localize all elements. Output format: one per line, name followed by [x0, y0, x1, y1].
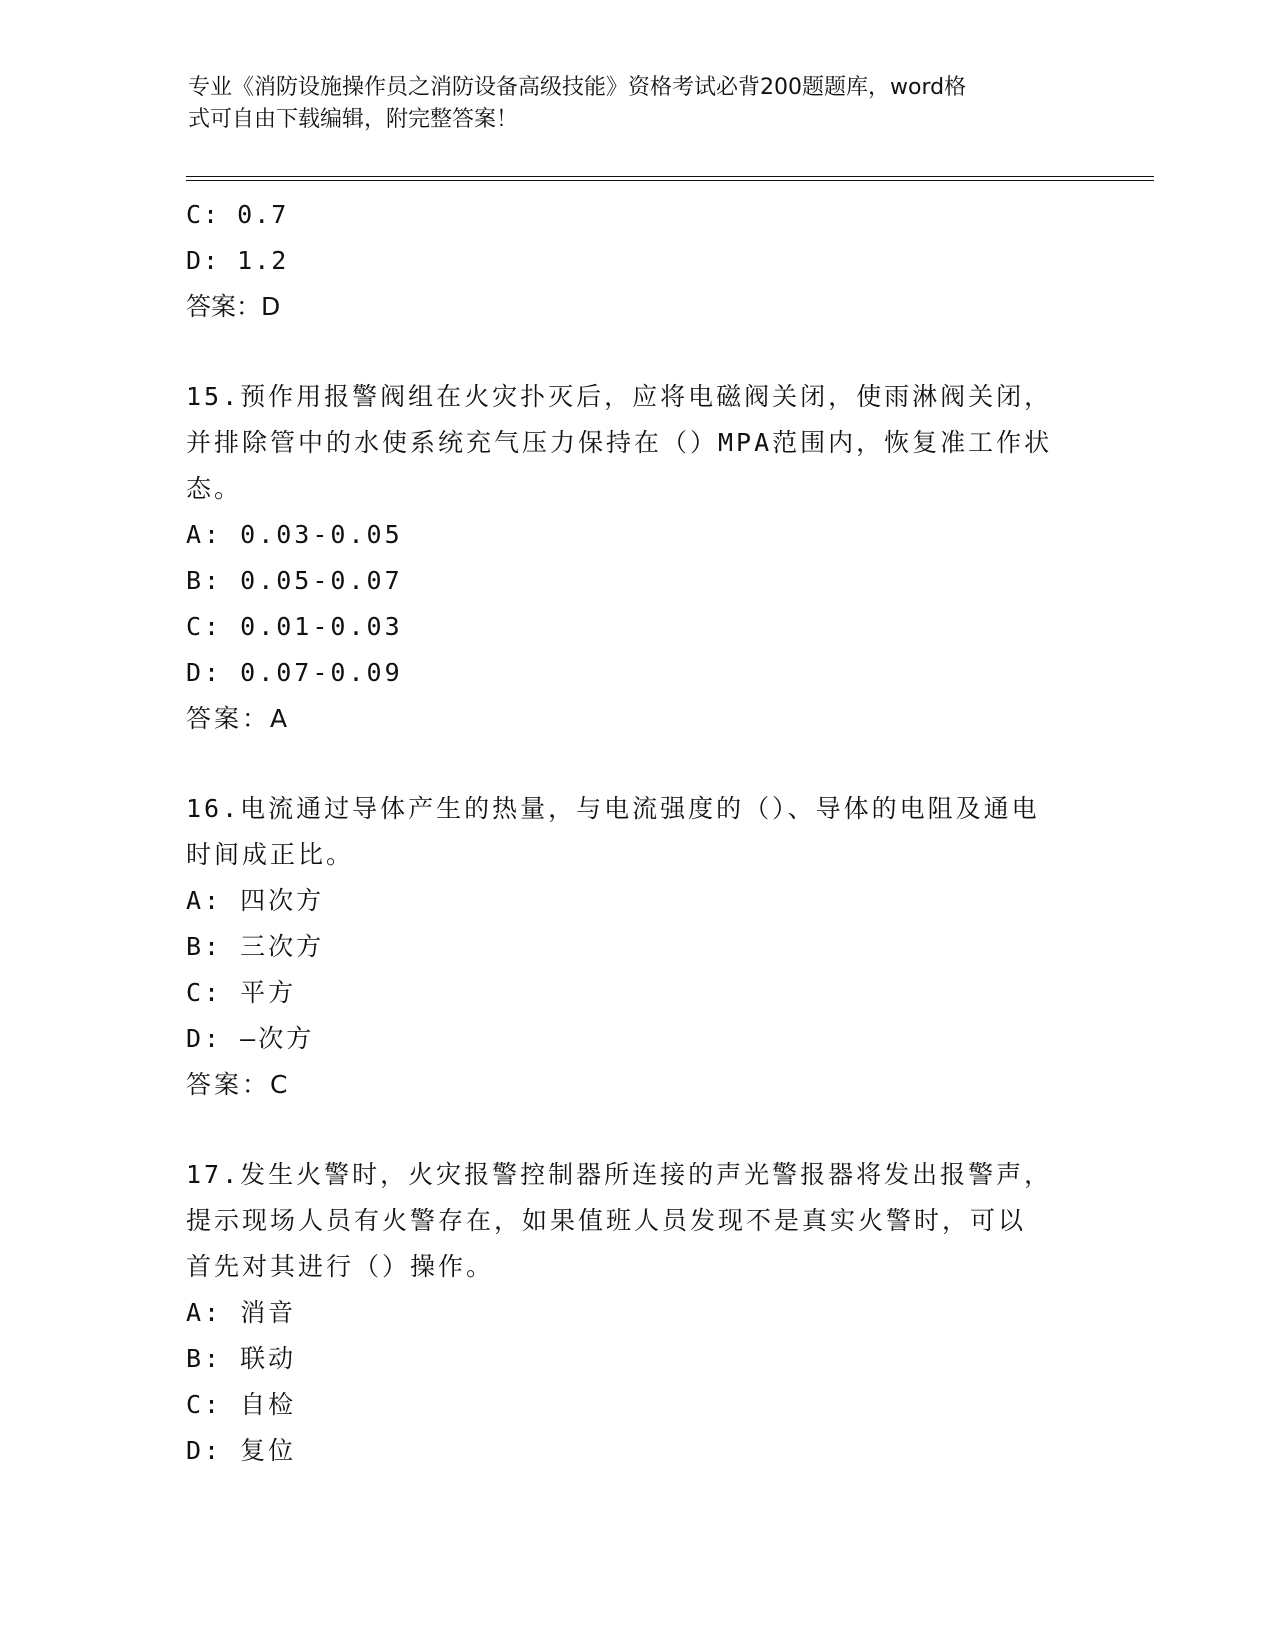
header-line-2: 式可自由下载编辑，附完整答案！ [188, 107, 519, 132]
answer-line: 答案：C [186, 1070, 291, 1099]
option-c: C: 0.01-0.03 [186, 612, 403, 641]
header-line-1: 专业《消防设施操作员之消防设备高级技能》资格考试必背200题题库，word格 [188, 75, 967, 100]
question-text-line: 首先对其进行（）操作。 [186, 1252, 495, 1281]
option-b: B: 联动 [186, 1344, 297, 1373]
option-d: D: 复位 [186, 1436, 297, 1465]
question-text-line: 16.电流通过导体产生的热量，与电流强度的（）、导体的电阻及通电 [186, 794, 1040, 823]
previous-question-tail [186, 192, 1086, 330]
option-b: B: 三次方 [186, 932, 325, 961]
document-body [186, 192, 1086, 1474]
option-a: A: 0.03-0.05 [186, 520, 403, 549]
question-text-line: 并排除管中的水使系统充气压力保持在（）MPA范围内，恢复准工作状 [186, 428, 1053, 457]
header-divider [186, 176, 1154, 181]
question-text-line: 15.预作用报警阀组在火灾扑灭后，应将电磁阀关闭，使雨淋阀关闭， [186, 382, 1053, 411]
question-17 [186, 1152, 1086, 1474]
question-text-line: 态。 [186, 474, 243, 503]
answer-line: 答案：D [186, 292, 281, 321]
option-d: D: 1.2 [186, 246, 289, 275]
option-d: D: —次方 [186, 1024, 315, 1053]
option-a: A: 消音 [186, 1298, 297, 1327]
option-a: A: 四次方 [186, 886, 325, 915]
option-c: C: 平方 [186, 978, 297, 1007]
option-d: D: 0.07-0.09 [186, 658, 403, 687]
question-text-line: 17.发生火警时，火灾报警控制器所连接的声光警报器将发出报警声， [186, 1160, 1053, 1189]
option-b: B: 0.05-0.07 [186, 566, 403, 595]
question-16 [186, 786, 1086, 1108]
question-text-line: 时间成正比。 [186, 840, 355, 869]
question-text-line: 提示现场人员有火警存在，如果值班人员发现不是真实火警时，可以 [186, 1206, 1027, 1235]
document-header [188, 72, 1068, 136]
answer-line: 答案：A [186, 704, 291, 733]
option-c: C: 自检 [186, 1390, 297, 1419]
option-c: C: 0.7 [186, 200, 289, 229]
question-15 [186, 374, 1086, 742]
